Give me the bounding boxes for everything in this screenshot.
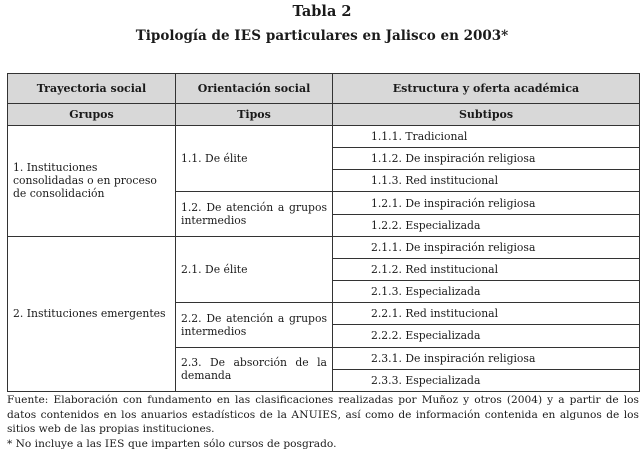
subtype-cell: 2.1.2. Red institucional bbox=[333, 258, 640, 280]
caption-pre: Tipología de bbox=[135, 28, 235, 44]
table-row bbox=[8, 236, 640, 258]
table-row bbox=[8, 126, 640, 148]
group-cell: 2. Instituciones emergentes bbox=[8, 236, 176, 391]
subtype-cell: 1.2.1. De inspiración religiosa bbox=[333, 192, 640, 214]
subtype-cell: 1.2.2. Especializada bbox=[333, 214, 640, 236]
type-cell: 2.1. De élite bbox=[176, 236, 333, 302]
table-number-title: Tabla 2 bbox=[292, 3, 352, 20]
header-row-top bbox=[8, 74, 640, 104]
subtype-cell: 1.1.2. De inspiración religiosa bbox=[333, 148, 640, 170]
header-trayectoria: Trayectoria social bbox=[8, 74, 176, 104]
header-grupos: Grupos bbox=[8, 104, 176, 126]
subtype-cell: 1.1.3. Red institucional bbox=[333, 170, 640, 192]
group-cell: 1. Instituciones consolidadas o en proceso de consolidación bbox=[8, 126, 176, 237]
footnote-post: que imparten sólo cursos de posgrado. bbox=[124, 437, 337, 450]
type-cell: 1.2. De atención a grupos intermedios bbox=[176, 192, 333, 236]
header-orientacion: Orientación social bbox=[176, 74, 333, 104]
subtype-cell: 2.2.2. Especializada bbox=[333, 325, 640, 347]
subtype-cell: 2.3.3. Especializada bbox=[333, 369, 640, 391]
subtype-cell: 2.1.3. Especializada bbox=[333, 281, 640, 303]
source-post: , así como de información contenida en algunos de los sitios web de las propias instituciones. bbox=[7, 408, 639, 435]
header-tipos: Tipos bbox=[176, 104, 333, 126]
type-cell: 2.2. De atención a grupos intermedios bbox=[176, 303, 333, 347]
caption-abbr: IES bbox=[234, 28, 262, 44]
footnote bbox=[7, 437, 639, 452]
subtype-cell: 1.1.1. Tradicional bbox=[333, 126, 640, 148]
typology-table bbox=[7, 73, 640, 392]
footnote-abbr: IES bbox=[104, 437, 125, 450]
header-row-sub bbox=[8, 104, 640, 126]
source-note bbox=[7, 393, 639, 437]
footnote-pre: * No incluye a las bbox=[7, 437, 105, 450]
type-cell: 1.1. De élite bbox=[176, 126, 333, 192]
subtype-cell: 2.3.1. De inspiración religiosa bbox=[333, 347, 640, 369]
header-subtipos: Subtipos bbox=[333, 104, 640, 126]
type-cell: 2.3. De absorción de la demanda bbox=[176, 347, 333, 391]
subtype-cell: 2.1.1. De inspiración religiosa bbox=[333, 236, 640, 258]
table-caption bbox=[0, 28, 644, 45]
source-abbr: ANUIES bbox=[291, 408, 338, 421]
table-notes bbox=[7, 393, 639, 451]
caption-post: particulares en Jalisco en 2003* bbox=[261, 28, 509, 44]
subtype-cell: 2.2.1. Red institucional bbox=[333, 303, 640, 325]
source-pre: Fuente: Elaboración con fundamento en las clasificaciones realizadas por Muñoz y otros (2004) y a partir de los datos contenidos en los anuarios estadísticos de la bbox=[7, 394, 639, 421]
header-estructura: Estructura y oferta académica bbox=[333, 74, 640, 104]
